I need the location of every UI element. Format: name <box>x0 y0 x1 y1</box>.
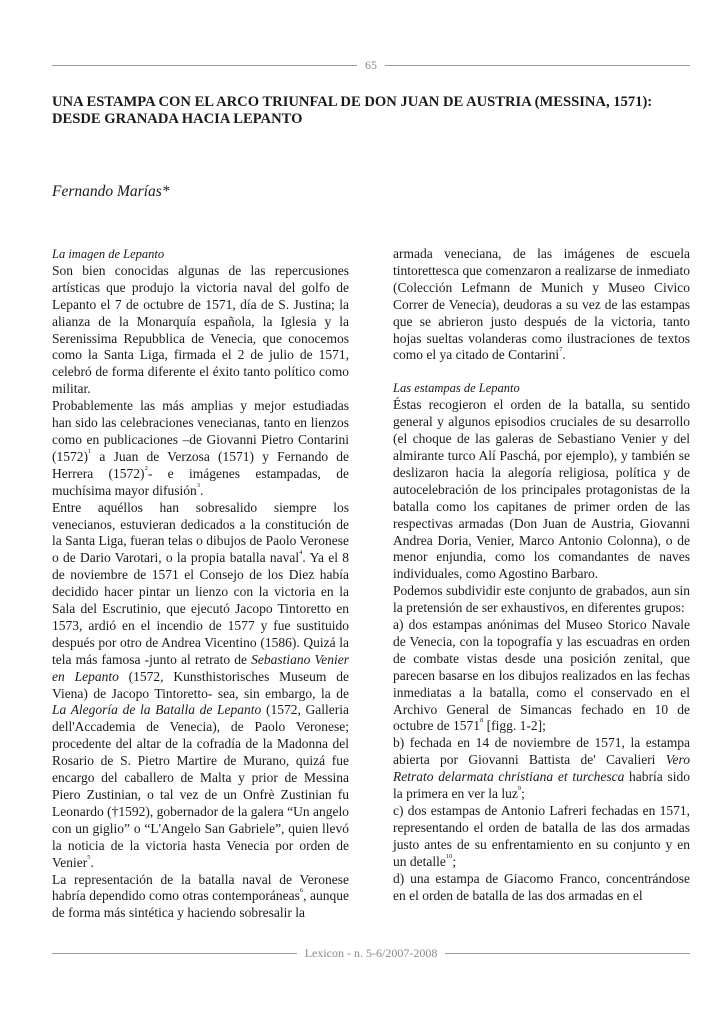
paragraph-text-part: , aunque de forma más sintética y haciendo sobresalir la <box>52 888 349 921</box>
right-column <box>393 246 690 904</box>
header-rule-right <box>385 65 690 66</box>
footnote-ref[interactable]: 1 <box>88 447 92 455</box>
list-item-c: c) dos estampas de Antonio Lafreri fechadas en 1571, representando el orden de batalla de las dos armadas justo antes de su enfrentamiento en su conjunto y en un detalle$^{10}$; <box>393 803 690 869</box>
footnote-ref[interactable]: 5 <box>87 853 91 861</box>
page-number: 65 <box>365 58 377 72</box>
paragraph: Éstas recogieron el orden de la batalla, su sentido general y algunos episodios cruciales de su desarrollo (el choque de las galeras de Sebastiano Venier y del almirante turco Alí Paschá, por ejemplo), y también se deslizaron hacia la alegoría religiosa, política y de autocelebración de los principales protagonistas de la batalla como los capitanes de primer orden de las respectivas armadas (Don Juan de Austria, Giovanni Andrea Doria, Venier, Marco Antonio Colonna), o de menor enjundia, como los comandantes de naves individuales, como Agostino Barbaro. <box>393 397 690 582</box>
list-item-a: a) dos estampas anónimas del Museo Storico Navale de Venecia, con la topografía y las escuadras en orden de combate vistas desde una posición zenital, que parecen basarse en los dibujos realizados en las fechas inmediatas a la batalla, como el conservado en el Archivo General de Simancas fechado en 10 de octubre de 1571$^8$ [figg. 1-2]; <box>393 617 690 734</box>
footnote-ref[interactable]: 10 <box>445 852 453 860</box>
footnote-ref[interactable]: 8 <box>479 717 484 725</box>
footnote-ref[interactable]: 7 <box>559 346 563 354</box>
header-rule-left <box>52 65 357 66</box>
article-title: UNA ESTAMPA CON EL ARCO TRIUNFAL DE DON JUAN DE AUSTRIA (MESSINA, 1571): DESDE GRANADA HACIA LEPANTO <box>52 94 653 127</box>
footer-rule-right <box>445 953 690 954</box>
section-heading-imagen: La imagen de Lepanto <box>52 247 165 261</box>
paragraph: Podemos subdividir este conjunto de grabados, aun sin la pretensión de ser exhaustivos, en diferentes grupos: <box>393 583 690 616</box>
footnote-ref[interactable]: 9 <box>517 785 522 793</box>
footnote-ref[interactable]: 3 <box>196 481 200 489</box>
page-footer <box>52 946 690 961</box>
left-column <box>52 246 349 922</box>
page-header <box>52 58 690 73</box>
artwork-title: Sebastiano Venier en Lepanto <box>52 651 349 684</box>
paragraph-continued: armada veneciana, de las imágenes de escuela tintorettesca que comenzaron a realizarse de inmediato (Colección Lefmann de Munich y Museo Civico Correr de Venecia), deudoras a su vez de las estampas que se abrieron justo después de la victoria, tanto hojas sueltas volanderas como ilustraciones de textos como el ya citado de Contarini$^7$. <box>393 246 690 363</box>
footer-rule-left <box>52 953 297 954</box>
author-name: Fernando Marías* <box>52 183 170 200</box>
print-title: Vero Retrato delarmata christiana et turchesca <box>393 752 690 785</box>
paragraph: Son bien conocidas algunas de las repercusiones artísticas que produjo la victoria naval del golfo de Lepanto el 7 de octubre de 1571, día de S. Justina; la alianza de la Monarquía española, la Iglesia y la Serenissima Repubblica de Venecia, que conocemos como la Santa Liga, firmada el 2 de julio de 1571, celebró de forma diferente el éxito tanto político como militar. <box>52 262 349 397</box>
paragraph: Entre aquéllos han sobresalido siempre los venecianos, estuvieran dedicados a la constitución de la Santa Liga, fueran telas o dibujos de Paolo Veronese o de Dario Varotari, o la propia batalla naval$^4$. Ya el 8 de noviembre de 1571 el Consejo de los Diez había decidido hacer pintar un lienzo con la victoria en la Sala del Escrutinio, que ejecutó Jacopo Tintoretto en 1573, ardió en el incendio de 1577 y fue sustituido después por otro de Andrea Vicentino (1586). Quizá la tela más famosa -junto al retrato de Sebastiano Venier en Lepanto (1572, Kunsthistorisches Museum de Viena) de Jacopo Tintoretto- sea, sin embargo, la de La Alegoría de la Batalla de Lepanto (1572, Galleria dell'Accademia de Venecia), de Paolo Veronese; procedente del altar de la cofradía de la Madonna del Rosario de S. Pietro Martire de Murano, quizá fue encargo del caballero de Malta y prior de Messina Piero Zustinian, o tal vez de un Onfrè Zustinian fu Leonardo (†1592), gobernador de la galera “Un angelo con un giglio” o “L'Angelo San Gabriele”, quien llevó la noticia de la victoria hasta Venecia por orden de Venier$^5$. <box>52 499 349 870</box>
paragraph: La representación de la batalla naval de Veronese habría dependido como otras contemporáneas$^6$, aunque de forma más sintética y haciendo sobresalir la <box>52 871 349 921</box>
section-heading-estampas: Las estampas de Lepanto <box>393 381 520 396</box>
footnote-ref[interactable]: 6 <box>299 887 304 895</box>
footnote-ref[interactable]: 2 <box>144 464 148 472</box>
list-item-b: b) fechada en 14 de noviembre de 1571, la estampa abierta por Giovanni Battista de' Cavalieri Vero Retrato delarmata christiana et turchesca habría sido la primera en ver la luz$^9$; <box>393 735 690 802</box>
footnote-ref[interactable]: 4 <box>299 549 303 557</box>
paragraph: Probablemente las más amplias y mejor estudiadas han sido las celebraciones venecianas, tanto en lienzos como en publicaciones –de Giovanni Pietro Contarini $(1572)^1$ a Juan de Verzosa (1571) y Fernando de Herrera $(1572)^2-$ e imágenes estampadas, de muchísima mayor difusión$^3$. <box>52 398 350 498</box>
paragraph-text-part: armada veneciana, de las imágenes de escuela tintorettesca que comenzaron a realizarse de inmediato (Colección Lefmann de Munich y Museo Civico Correr de Venecia), deudoras a su vez de las estampas que se abrieron justo después de la victoria, tanto hojas sueltas volanderas como ilustraciones de textos como el ya citado de Contarini <box>393 246 690 363</box>
journal-footer: Lexicon - n. 5-6/2007-2008 <box>304 946 438 960</box>
artwork-title: La Alegoría de la Batalla de Lepanto <box>52 702 262 718</box>
list-item-d: d) una estampa de Giacomo Franco, concentrándose en el orden de batalla de las dos armadas en el <box>393 870 690 903</box>
